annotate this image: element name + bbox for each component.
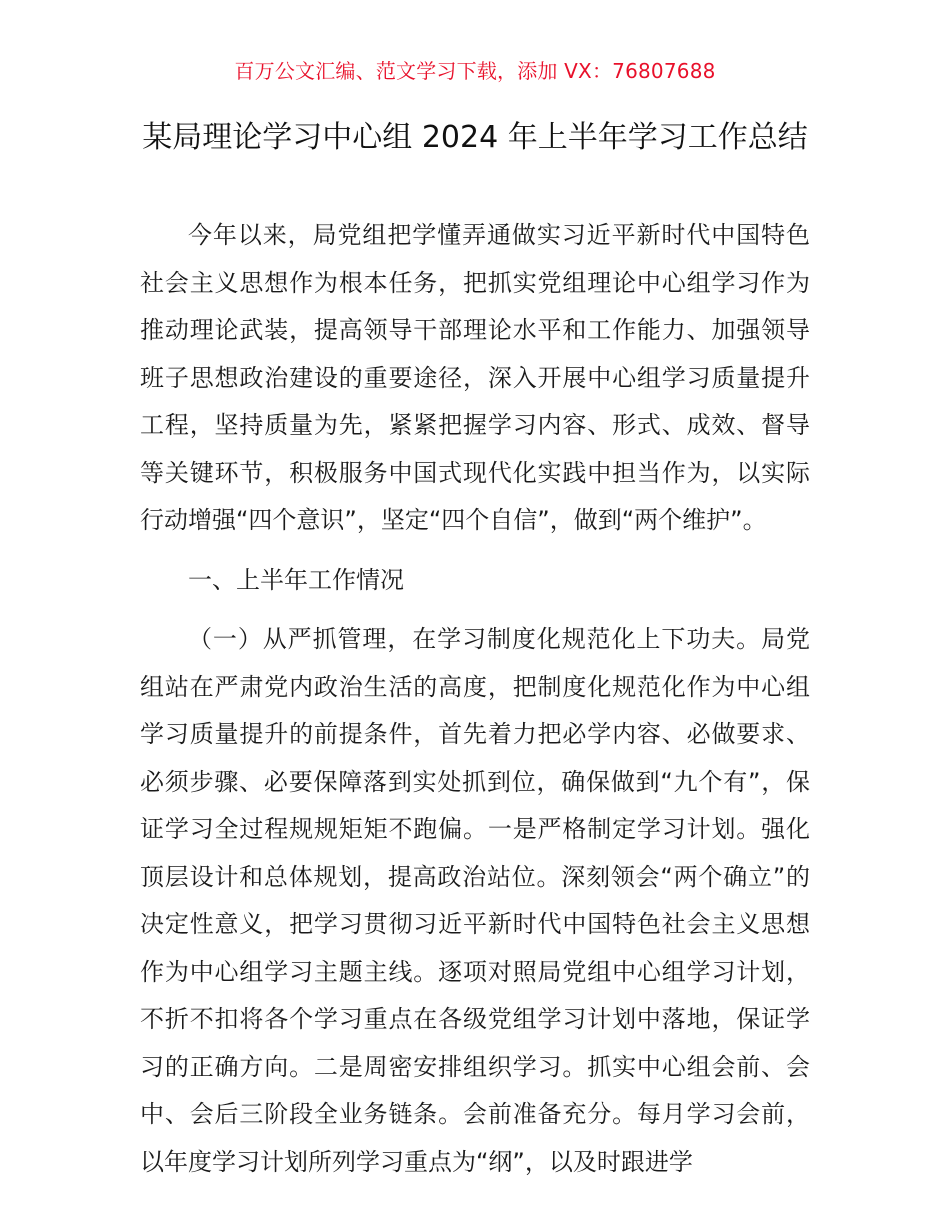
intro-paragraph: 今年以来，局党组把学懂弄通做实习近平新时代中国特色社会主义思想作为根本任务，把抓实党组理论中心组学习作为推动理论武装，提高领导干部理论水平和工作能力、加强领导班子思想政治建设的重要途径，深入开展中心组学习质量提升工程，坚持质量为先，紧紧把握学习内容、形式、成效、督导等关键环节，积极服务中国式现代化实践中担当作为，以实际行动增强“四个意识”，坚定“四个自信”，做到“两个维护”。 bbox=[140, 221, 810, 534]
document-body bbox=[140, 212, 810, 1186]
document-title: 某局理论学习中心组 2024 年上半年学习工作总结 bbox=[142, 120, 808, 155]
section-heading: 一、上半年工作情况 bbox=[188, 565, 404, 594]
promo-banner: 百万公文汇编、范文学习下载，添加 VX：76807688 bbox=[234, 59, 716, 83]
body-paragraph: （一）从严抓管理，在学习制度化规范化上下功夫。局党组站在严肃党内政治生活的高度，把制度化规范化作为中心组学习质量提升的前提条件，首先着力把必学内容、必做要求、必须步骤、必要保障落到实处抓到位，确保做到“九个有”，保证学习全过程规规矩矩不跑偏。一是严格制定学习计划。强化顶层设计和总体规划，提高政治站位。深刻领会“两个确立”的决定性意义，把学习贯彻习近平新时代中国特色社会主义思想作为中心组学习主题主线。逐项对照局党组中心组学习计划，不折不扣将各个学习重点在各级党组学习计划中落地，保证学习的正确方向。二是周密安排组织学习。抓实中心组会前、会中、会后三阶段全业务链条。会前准备充分。每月学习会前，以年度学习计划所列学习重点为“纲”，以及时跟进学 bbox=[140, 625, 810, 1176]
